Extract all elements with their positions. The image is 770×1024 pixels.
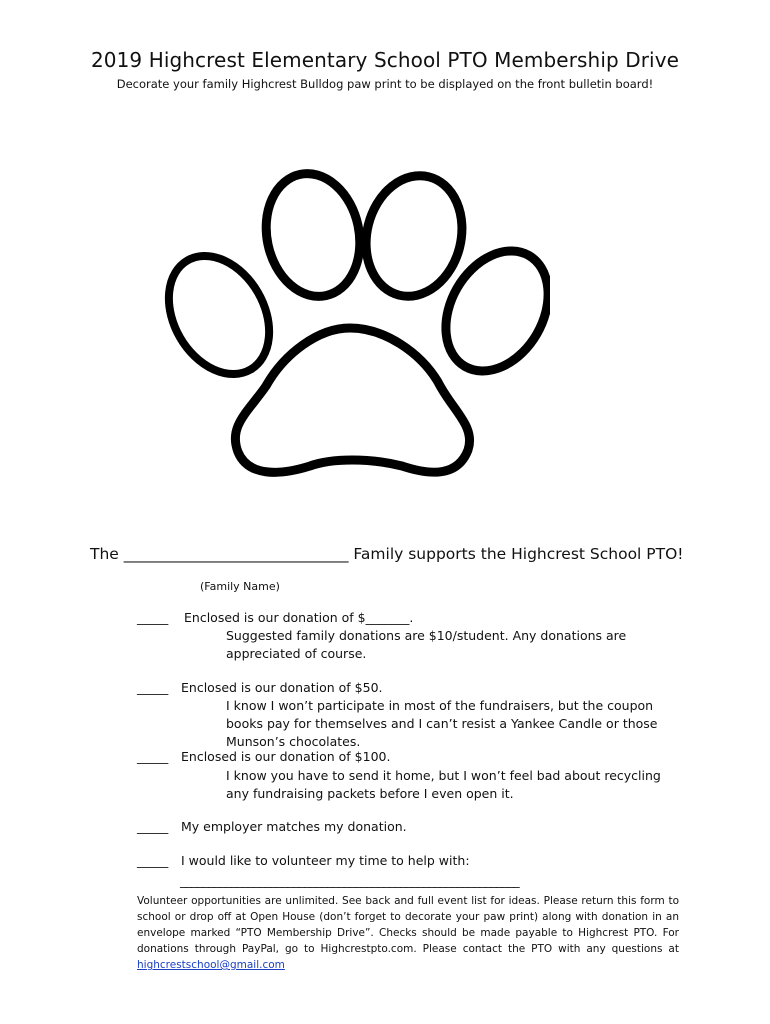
- page-title: 2019 Highcrest Elementary School PTO Membership Drive: [90, 48, 680, 72]
- checkbox-blank[interactable]: _____: [137, 680, 169, 695]
- page-subtitle: Decorate your family Highcrest Bulldog paw print to be displayed on the front bulletin board!: [116, 77, 654, 91]
- option-description: I know you have to send it home, but I won’t feel bad about recycling any fundraising packets before I even open it.: [226, 768, 661, 801]
- option-description: I know I won’t participate in most of the fundraisers, but the coupon books pay for themselves and I can’t resist a Yankee Candle or those Munson’s chocolates.: [226, 698, 658, 749]
- option-label: I would like to volunteer my time to help with:: [181, 853, 470, 868]
- checkbox-blank[interactable]: _____: [137, 610, 169, 625]
- volunteer-answer-line[interactable]: ____________________________________________________________: [180, 873, 520, 888]
- employer-match-option: [137, 819, 407, 834]
- option-label: Enclosed is our donation of $50.: [181, 680, 383, 695]
- contact-email-link[interactable]: highcrestschool@gmail.com: [137, 959, 285, 971]
- option-label: Enclosed is our donation of $100.: [181, 749, 391, 764]
- option-label: My employer matches my donation.: [181, 819, 407, 834]
- donation-option-100: [137, 749, 390, 764]
- family-name-caption: (Family Name): [200, 580, 280, 593]
- checkbox-blank[interactable]: _____: [137, 749, 169, 764]
- paw-toe-2: [255, 165, 371, 305]
- donation-option-custom: [137, 610, 413, 625]
- option-label: Enclosed is our donation of $_______.: [184, 610, 414, 625]
- volunteer-option: [137, 853, 470, 868]
- donation-option-50: [137, 680, 383, 695]
- paw-print-icon: [150, 160, 550, 490]
- checkbox-blank[interactable]: _____: [137, 853, 169, 868]
- family-support-line: The _____________________________ Family supports the Highcrest School PTO!: [90, 545, 684, 563]
- footer-instructions: [137, 893, 679, 973]
- option-description: Suggested family donations are $10/student. Any donations are appreciated of course.: [226, 628, 627, 661]
- footer-text: Volunteer opportunities are unlimited. See back and full event list for ideas. Please return this form to school or drop off at Open House (don’t forget to decorate your paw print) along with donation in an envelope marked “PTO Membership Drive”. Checks should be made payable to Highcrest PTO. For donations through PayPal, go to Highcrestpto.com. Please contact the PTO with any questions at: [137, 895, 679, 955]
- checkbox-blank[interactable]: _____: [137, 819, 169, 834]
